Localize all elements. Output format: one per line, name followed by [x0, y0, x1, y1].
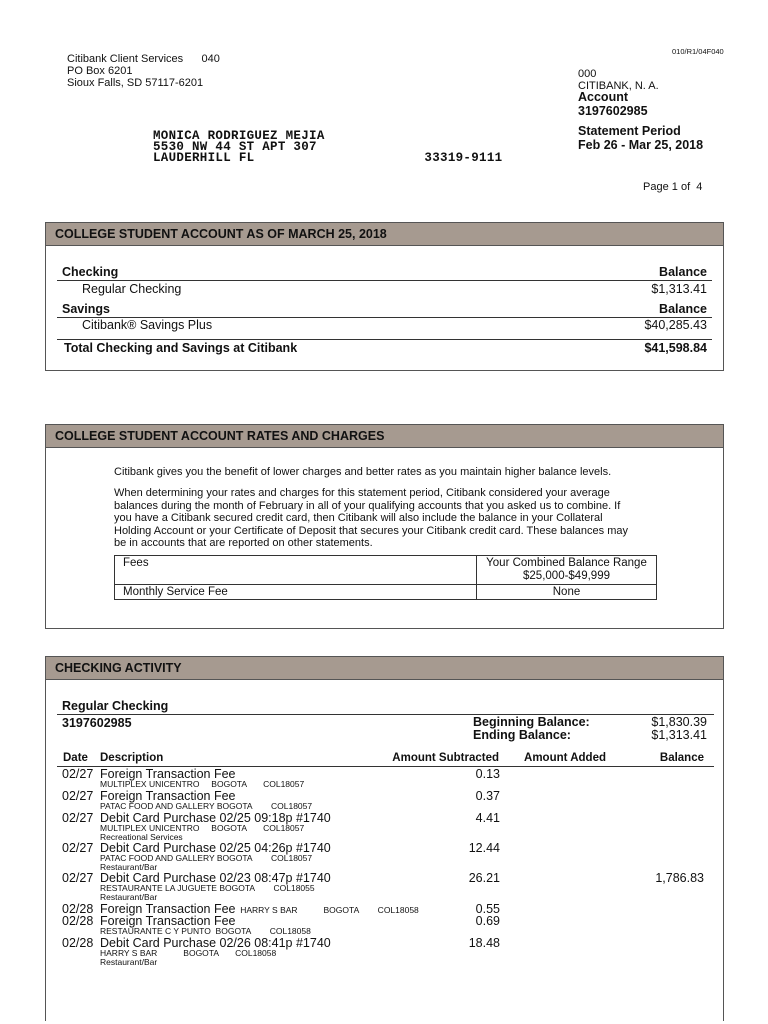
savings-plus-name: Citibank® Savings Plus — [82, 318, 213, 332]
total-balance: $41,598.84 — [644, 341, 707, 355]
transaction-amount-subtracted: 18.48 — [468, 936, 500, 950]
rates-paragraph-2-line: When determining your rates and charges for this statement period, Citibank considered your average — [114, 487, 610, 499]
bank-code: 000 — [578, 68, 597, 80]
transaction-description: Debit Card Purchase 02/23 08:47p #1740 — [100, 871, 331, 885]
recipient-street: 5530 NW 44 ST APT 307 — [153, 140, 317, 154]
balance-range-value: $25,000-$49,999 — [523, 570, 610, 582]
transaction-amount-subtracted: 0.69 — [475, 914, 500, 928]
bank-name: CITIBANK, N. A. — [578, 80, 659, 92]
balance-range-header — [477, 556, 657, 585]
transaction-date: 02/28 — [62, 914, 94, 928]
beginning-balance-value: $1,830.39 — [651, 715, 707, 729]
rates-title: COLLEGE STUDENT ACCOUNT RATES AND CHARGES — [46, 425, 723, 448]
account-label: Account — [578, 90, 628, 104]
fees-table-header-row — [115, 556, 657, 585]
rates-paragraph-2 — [114, 487, 628, 550]
rates-paragraph-1: Citibank gives you the benefit of lower charges and better rates as you maintain higher balance levels. — [114, 466, 612, 478]
transaction-description: Foreign Transaction Fee — [100, 789, 236, 803]
col-balance: Balance — [659, 752, 704, 764]
page-of: of — [680, 181, 691, 193]
transaction-merchant: RESTAURANTE LA JUGUETE BOGOTA COL18055 — [100, 883, 315, 893]
transaction-merchant: RESTAURANTE C Y PUNTO BOGOTA COL18058 — [100, 926, 311, 936]
transaction-amount-subtracted: 26.21 — [468, 871, 500, 885]
col-amount-added: Amount Added — [524, 752, 606, 764]
account-block — [578, 90, 648, 118]
account-number: 3197602985 — [578, 104, 648, 118]
page-label: Page — [643, 181, 669, 193]
sender-address — [67, 53, 220, 89]
sender-name: Citibank Client Services — [67, 53, 184, 65]
ending-balance-label: Ending Balance: — [473, 728, 571, 742]
page-indicator — [643, 181, 702, 193]
statement-period: Feb 26 - Mar 25, 2018 — [578, 138, 704, 152]
transaction-merchant: PATAC FOOD AND GALLERY BOGOTA COL18057 — [100, 853, 313, 863]
regular-checking-name: Regular Checking — [82, 282, 182, 296]
transaction-description: Foreign Transaction Fee — [100, 914, 236, 928]
checking-activity-title: CHECKING ACTIVITY — [46, 657, 723, 680]
beginning-balance-label: Beginning Balance: — [473, 715, 590, 729]
savings-plus-balance: $40,285.43 — [644, 318, 707, 332]
total-label: Total Checking and Savings at Citibank — [64, 341, 298, 355]
balance-range-header-line: Your Combined Balance Range — [486, 557, 647, 569]
statement-period-label: Statement Period — [578, 124, 681, 138]
transaction-merchant: MULTIPLEX UNICENTRO BOGOTA COL18057 — [100, 823, 305, 833]
transaction-date: 02/27 — [62, 789, 94, 803]
transaction-amount-subtracted: 12.44 — [468, 841, 500, 855]
transaction-amount-subtracted: 0.37 — [475, 789, 500, 803]
activity-account-type: Regular Checking — [62, 699, 169, 713]
transaction-date: 02/27 — [62, 871, 94, 885]
page-total: 4 — [696, 181, 703, 193]
fee-name: Monthly Service Fee — [115, 585, 477, 600]
transaction-description: Debit Card Purchase 02/25 09:18p #1740 — [100, 811, 331, 825]
transaction-date: 02/28 — [62, 936, 94, 950]
col-description: Description — [100, 752, 164, 764]
transaction-merchant: HARRY S BAR BOGOTA COL18058 — [235, 905, 419, 915]
rates-paragraph-2-line: balances during the month of February in all of your qualifying accounts that you asked us to combine. If — [114, 499, 621, 512]
checking-label: Checking — [62, 265, 119, 279]
transaction-date: 02/28 — [62, 902, 94, 916]
ending-balance-value: $1,313.41 — [651, 728, 707, 742]
transaction-category: Restaurant/Bar — [100, 862, 158, 872]
savings-label: Savings — [62, 302, 110, 316]
transaction-description: Debit Card Purchase 02/25 04:26p #1740 — [100, 841, 331, 855]
transaction-category: Restaurant/Bar — [100, 957, 158, 967]
rates-paragraph-2-line: Holding Account or your Certificate of Deposit that secures your Citibank credit card. These balances may — [114, 524, 628, 537]
rates-paragraph-2-line: be in accounts that are reported on other statements. — [114, 537, 373, 550]
regular-checking-balance: $1,313.41 — [651, 282, 707, 296]
account-summary-title: COLLEGE STUDENT ACCOUNT AS OF MARCH 25, 2018 — [46, 223, 723, 246]
activity-account-number: 3197602985 — [62, 716, 132, 730]
transaction-date: 02/27 — [62, 841, 94, 855]
fees-table — [114, 555, 657, 600]
transaction-description: Foreign Transaction Fee — [100, 767, 236, 781]
statement-period-block — [578, 124, 703, 152]
col-amount-subtracted: Amount Subtracted — [392, 752, 499, 764]
transaction-description: Debit Card Purchase 02/26 08:41p #1740 — [100, 936, 331, 950]
sender-po-box: PO Box 6201 — [67, 65, 133, 77]
fees-table-row — [115, 585, 657, 600]
fee-value: None — [477, 585, 657, 600]
recipient-address — [153, 131, 502, 164]
fees-header: Fees — [115, 556, 477, 585]
transaction-category: Recreational Services — [100, 832, 183, 842]
transaction-amount-subtracted: 0.55 — [475, 902, 500, 916]
transaction-category: Restaurant/Bar — [100, 892, 158, 902]
recipient-name: MONICA RODRIGUEZ MEJIA — [153, 129, 325, 143]
recipient-city: LAUDERHILL FL — [153, 151, 255, 165]
form-code: 010/R1/04F040 — [672, 47, 724, 56]
page-current: 1 — [671, 181, 678, 193]
transaction-amount-subtracted: 4.41 — [475, 811, 500, 825]
col-date: Date — [63, 752, 88, 764]
checking-balance-label: Balance — [659, 265, 707, 279]
rates-paragraph-2-line: you have a Citibank secured credit card, then Citibank will also include the balance in your Collateral — [114, 512, 603, 525]
recipient-zip: 33319-9111 — [424, 151, 503, 165]
sender-city: Sioux Falls, SD 57117-6201 — [67, 77, 204, 89]
transaction-amount-subtracted: 0.13 — [475, 767, 500, 781]
bank-info — [578, 68, 659, 92]
transaction-date: 02/27 — [62, 811, 94, 825]
transaction-balance: 1,786.83 — [655, 871, 704, 885]
transaction-description: Foreign Transaction Fee HARRY S BAR BOGOTA COL18058 — [100, 902, 419, 916]
savings-balance-label: Balance — [659, 302, 707, 316]
transaction-date: 02/27 — [62, 767, 94, 781]
transaction-merchant: HARRY S BAR BOGOTA COL18058 — [100, 948, 277, 958]
transaction-merchant: PATAC FOOD AND GALLERY BOGOTA COL18057 — [100, 801, 313, 811]
transaction-merchant: MULTIPLEX UNICENTRO BOGOTA COL18057 — [100, 779, 305, 789]
sender-code: 040 — [201, 53, 220, 65]
